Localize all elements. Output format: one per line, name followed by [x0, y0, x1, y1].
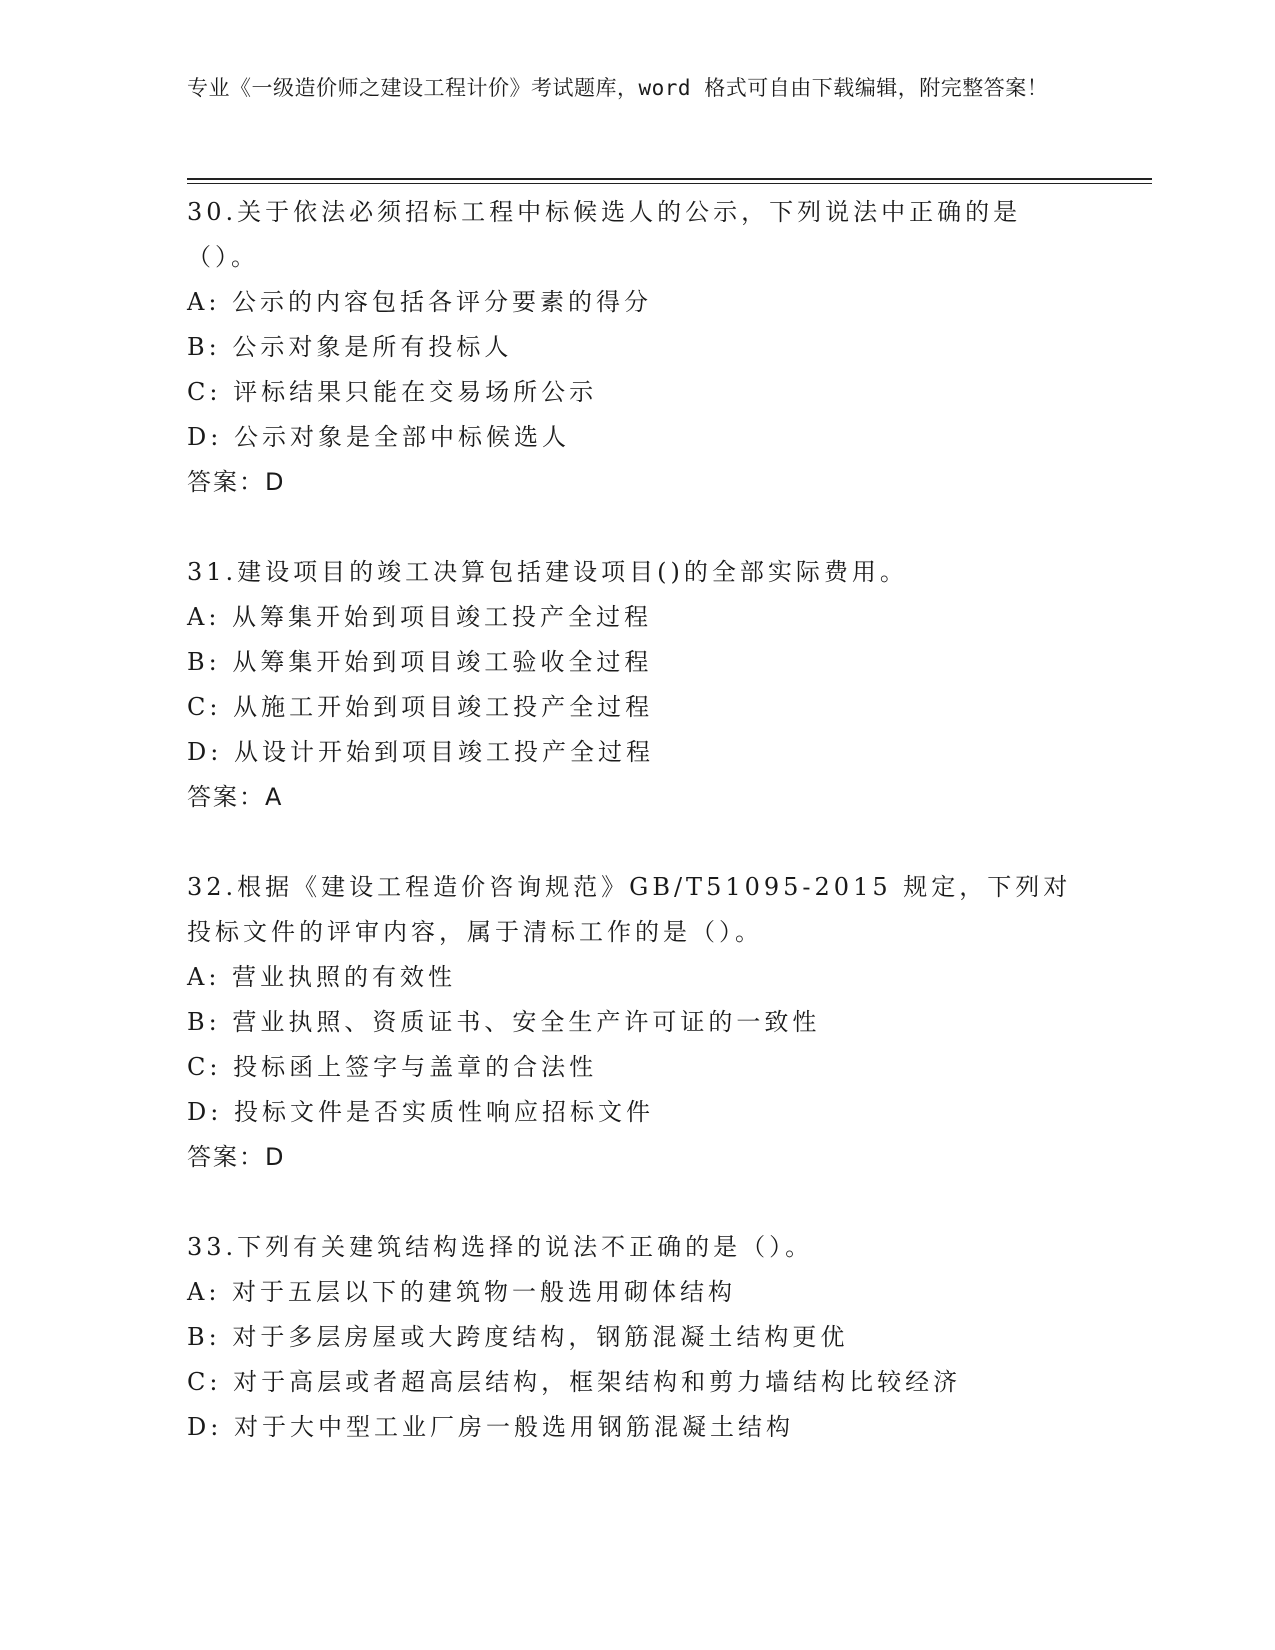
header-divider-thin [187, 183, 1152, 184]
option-c: C: 从施工开始到项目竣工投产全过程 [187, 693, 654, 721]
answer-line: 答案：A [187, 783, 284, 811]
answer-line: 答案：D [187, 468, 286, 496]
question-stem: 30.关于依法必须招标工程中标候选人的公示，下列说法中正确的是（）。 [187, 198, 1022, 271]
question-31 [187, 550, 1087, 820]
option-d: D: 从设计开始到项目竣工投产全过程 [187, 738, 654, 766]
option-d: D: 公示对象是全部中标候选人 [187, 423, 570, 451]
option-a: A: 公示的内容包括各评分要素的得分 [187, 288, 653, 316]
question-33 [187, 1225, 1087, 1450]
question-32 [187, 865, 1087, 1180]
option-a: A: 对于五层以下的建筑物一般选用砌体结构 [187, 1278, 737, 1306]
option-c: C: 对于高层或者超高层结构，框架结构和剪力墙结构比较经济 [187, 1368, 962, 1396]
answer-line: 答案：D [187, 1143, 286, 1171]
question-30 [187, 190, 1087, 505]
option-a: A: 从筹集开始到项目竣工投产全过程 [187, 603, 653, 631]
question-stem: 32.根据《建设工程造价咨询规范》GB/T51095-2015 规定，下列对投标文件的评审内容，属于清标工作的是（）。 [187, 873, 1072, 946]
option-c: C: 投标函上签字与盖章的合法性 [187, 1053, 598, 1081]
option-b: B: 从筹集开始到项目竣工验收全过程 [187, 648, 653, 676]
option-d: D: 对于大中型工业厂房一般选用钢筋混凝土结构 [187, 1413, 794, 1441]
option-c: C: 评标结果只能在交易场所公示 [187, 378, 598, 406]
option-b: B: 对于多层房屋或大跨度结构，钢筋混凝土结构更优 [187, 1323, 849, 1351]
option-d: D: 投标文件是否实质性响应招标文件 [187, 1098, 654, 1126]
option-b: B: 公示对象是所有投标人 [187, 333, 513, 361]
option-a: A: 营业执照的有效性 [187, 963, 457, 991]
header-divider-thick [187, 178, 1152, 180]
question-stem: 31.建设项目的竣工决算包括建设项目()的全部实际费用。 [187, 558, 908, 586]
option-b: B: 营业执照、资质证书、安全生产许可证的一致性 [187, 1008, 821, 1036]
document-header: 专业《一级造价师之建设工程计价》考试题库，word 格式可自由下载编辑，附完整答案！ [187, 76, 1049, 100]
question-stem: 33.下列有关建筑结构选择的说法不正确的是（）。 [187, 1233, 814, 1261]
